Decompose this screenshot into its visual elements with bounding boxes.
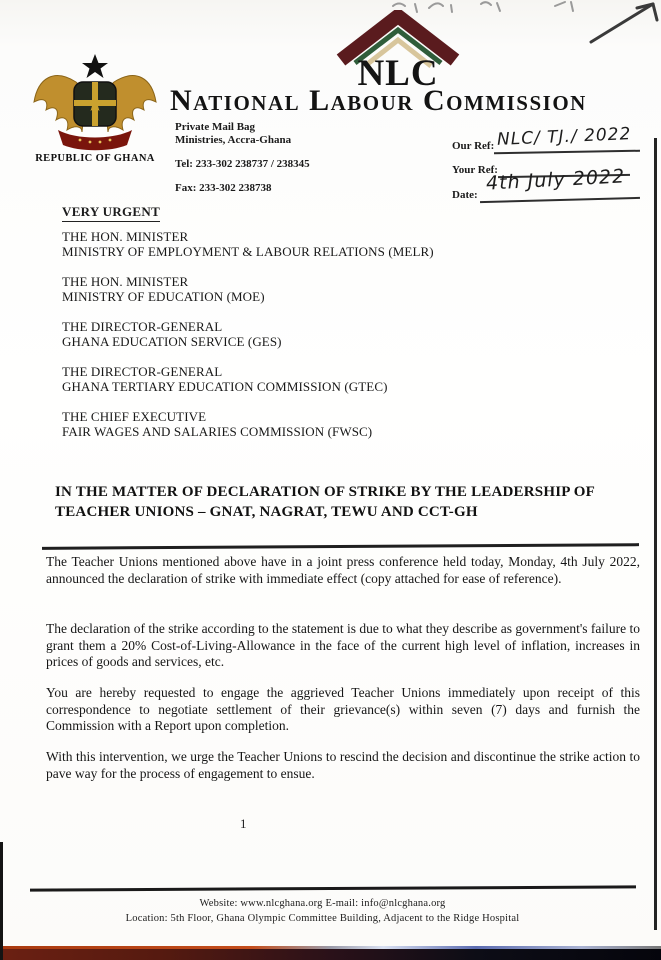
recipient-title: THE HON. MINISTER [62,229,189,244]
spacer [175,171,310,182]
date-underline [480,197,640,203]
recipient-org: FAIR WAGES AND SALARIES COMMISSION (FWSC) [62,424,373,439]
recipient-block [62,364,388,394]
ghana-coat-of-arms [30,52,160,157]
recipient-org: MINISTRY OF EDUCATION (MOE) [62,289,265,304]
our-ref-value: NLC/ TJ./ 2022 [496,124,632,150]
recipient-block [62,319,282,349]
subject-rule [42,543,639,550]
footer-location-line: Location: 5th Floor, Ghana Olympic Committee Building, Adjacent to the Ridge Hospital [125,913,520,924]
recipient-block [62,274,265,304]
body-paragraph: The Teacher Unions mentioned above have in a joint press conference held today, Monday, 4th July 2022, announced the declaration of strike with immediate effect (copy attached for ease of reference). [46,554,640,586]
recipient-title: THE DIRECTOR-GENERAL [62,319,223,334]
fax-line: Fax: 233-302 238738 [175,182,272,194]
address-line1: Private Mail Bag [175,121,256,133]
recipient-block [62,229,434,259]
nlc-logo-text: NLC [357,53,439,94]
body-paragraph: The declaration of the strike according to the statement is due to what they describe as government's failure to grant them a 20% Cost-of-Living-Allowance in the face of the current high level of inflation, increases in prices of goods and services, etc. [46,621,640,669]
motto-ribbon [58,130,132,150]
footer-color-band [0,949,661,960]
subject-heading: IN THE MATTER OF DECLARATION OF STRIKE BY THE LEADERSHIP OF TEACHER UNIONS – GNAT, NAGRAT, TEWU AND CCT-GH [55,484,595,520]
recipient-block [62,409,372,439]
our-ref-underline [494,150,640,155]
republic-of-ghana-caption: REPUBLIC OF GHANA [35,153,155,164]
date-value: 4th July 2022 [485,165,626,195]
contact-block [175,121,310,195]
footer-website-line: Website: www.nlcghana.org E-mail: info@nlcghana.org [199,898,446,909]
spacer [175,147,310,158]
your-ref-label: Your Ref: [452,164,498,176]
recipient-title: THE CHIEF EXECUTIVE [62,409,207,424]
scan-edge-left [0,842,3,960]
recipient-org: MINISTRY OF EMPLOYMENT & LABOUR RELATIONS (MELR) [62,244,434,259]
recipient-title: THE HON. MINISTER [62,274,189,289]
recipient-org: GHANA TERTIARY EDUCATION COMMISSION (GTEC) [62,379,388,394]
black-star-icon [82,54,108,78]
scan-edge-right [654,138,657,930]
body-paragraph: You are hereby requested to engage the aggrieved Teacher Unions immediately upon receipt of this correspondence to negotiate settlement of their grievance(s) within seven (7) days and furnish the Commission with a Report upon completion. [46,685,640,733]
tel-line: Tel: 233-302 238737 / 238345 [175,158,310,170]
urgency-label: VERY URGENT [62,204,160,222]
date-label: Date: [452,189,478,201]
recipient-title: THE DIRECTOR-GENERAL [62,364,223,379]
body-paragraph: With this intervention, we urge the Teacher Unions to rescind the decision and discontinue the strike action to pave way for the process of engagement to ensue. [46,749,640,781]
page-number: 1 [240,816,247,831]
our-ref-label: Our Ref: [452,140,495,152]
footer-rule [30,885,636,891]
recipient-org: GHANA EDUCATION SERVICE (GES) [62,334,282,349]
address-line2: Ministries, Accra-Ghana [175,134,292,146]
org-title: National Labour Commission [170,84,587,117]
